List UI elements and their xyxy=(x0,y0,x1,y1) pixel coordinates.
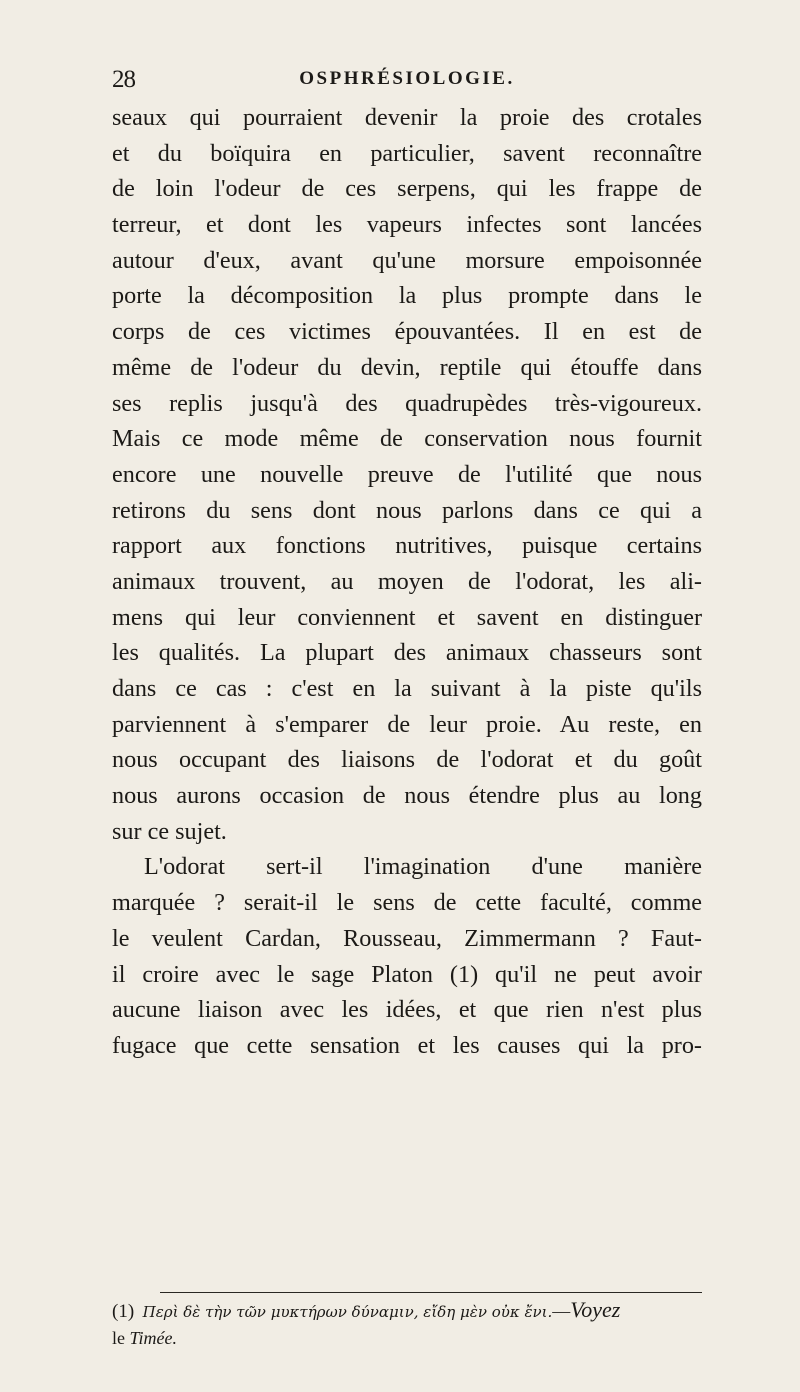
text-line: corps de ces victimes épouvantées. Il en est de xyxy=(112,318,702,346)
footnote-work-title: Timée. xyxy=(129,1328,177,1348)
footnote-divider xyxy=(160,1292,702,1293)
footnote-marker: (1) xyxy=(112,1301,135,1322)
text-line: sur ce sujet. xyxy=(112,817,227,845)
text-line: retirons du sens dont nous parlons dans ce qui a xyxy=(112,496,702,524)
text-line: autour d'eux, avant qu'une morsure empoisonnée xyxy=(112,246,702,274)
text-line: ses replis jusqu'à des quadrupèdes très-vigoureux. xyxy=(112,389,702,417)
text-line: fugace que cette sensation et les causes qui la pro- xyxy=(112,1031,702,1059)
footnote xyxy=(112,1297,702,1351)
text-line: le veulent Cardan, Rousseau, Zimmermann ? Faut- xyxy=(112,924,702,952)
text-line: terreur, et dont les vapeurs infectes sont lancées xyxy=(112,211,702,239)
text-line: nous occupant des liaisons de l'odorat et du goût xyxy=(112,746,702,774)
text-line: nous aurons occasion de nous étendre plus au long xyxy=(112,782,702,810)
text-line: mens qui leur conviennent et savent en distinguer xyxy=(112,603,702,631)
text-line: les qualités. La plupart des animaux chasseurs sont xyxy=(112,639,702,667)
footnote-dash: — xyxy=(552,1301,571,1321)
text-line: même de l'odeur du devin, reptile qui étouffe dans xyxy=(112,353,702,381)
text-line: rapport aux fonctions nutritives, puisque certains xyxy=(112,532,702,560)
footnote-voyez: Voyez xyxy=(570,1297,621,1322)
text-line: seaux qui pourraient devenir la proie des crotales xyxy=(112,104,702,131)
footnote-prefix: le xyxy=(112,1328,130,1348)
text-line: marquée ? serait-il le sens de cette faculté, comme xyxy=(112,889,702,917)
text-line: porte la décomposition la plus prompte dans le xyxy=(112,282,702,310)
text-line: Mais ce mode même de conservation nous fournit xyxy=(112,425,702,453)
text-line: de loin l'odeur de ces serpens, qui les frappe de xyxy=(112,175,702,203)
footnote-greek-quote: Περὶ δὲ τὴν τῶν μυκτήρων δύναμιν, εἴδη μὲν οὐκ ἔνι. xyxy=(142,1303,553,1321)
page-number: 28 xyxy=(112,66,135,93)
body-text xyxy=(112,100,702,1064)
running-head: OSPHRÉSIOLOGIE. xyxy=(299,68,515,89)
text-line: animaux trouvent, au moyen de l'odorat, les ali- xyxy=(112,567,702,595)
text-line: il croire avec le sage Platon (1) qu'il ne peut avoir xyxy=(112,960,702,988)
footnote-line xyxy=(112,1297,702,1325)
text-line: dans ce cas : c'est en la suivant à la piste qu'ils xyxy=(112,675,702,702)
page-header xyxy=(112,66,702,96)
footnote-line xyxy=(112,1325,702,1351)
text-line: L'odorat sert-il l'imagination d'une manière xyxy=(144,853,702,881)
text-line: parviennent à s'emparer de leur proie. Au reste, en xyxy=(112,710,702,738)
text-line: encore une nouvelle preuve de l'utilité que nous xyxy=(112,460,702,488)
text-line: et du boïquira en particulier, savent reconnaître xyxy=(112,139,702,167)
text-line: aucune liaison avec les idées, et que rien n'est plus xyxy=(112,996,702,1024)
